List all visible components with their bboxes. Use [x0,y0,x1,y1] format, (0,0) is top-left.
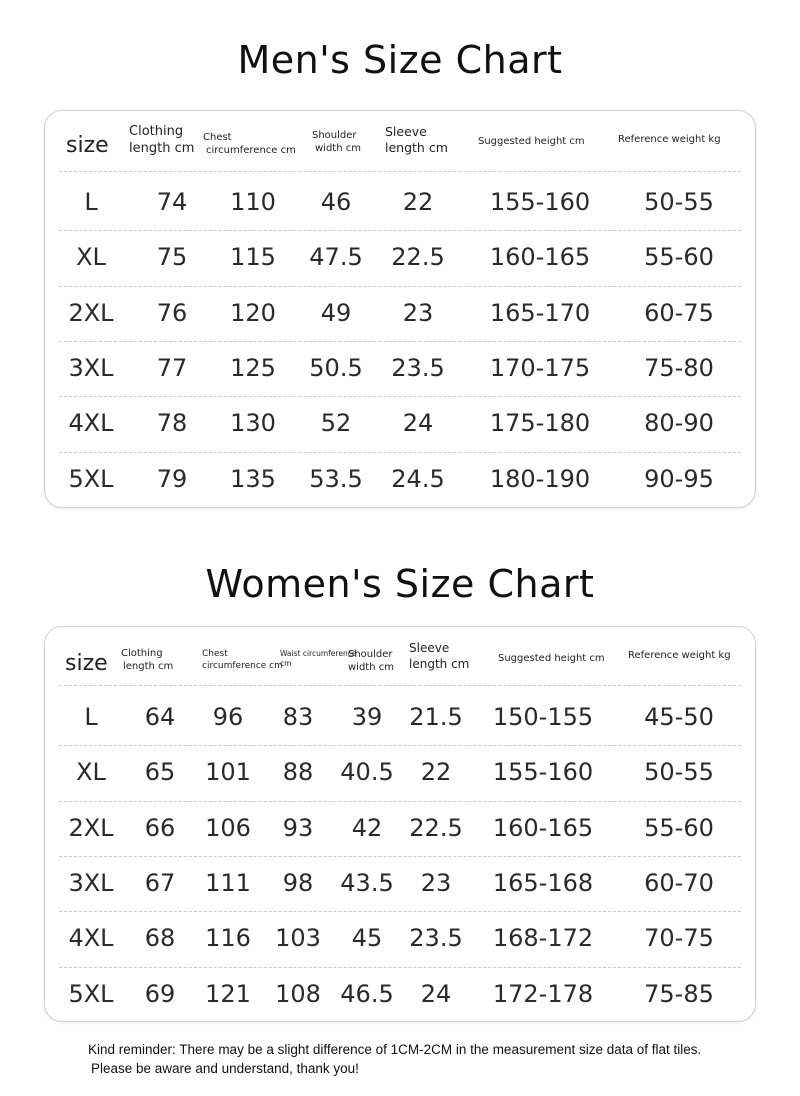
men-table-cell: 46 [320,188,352,216]
women-table-cell: 172-178 [492,979,594,1008]
women-table-cell: 55-60 [644,813,714,842]
women-table-cell: 101 [205,758,251,787]
men-table-cell: 135 [230,464,276,493]
women-header-clothing-length-line1: Clothing [121,648,163,659]
women-table-cell: 21.5 [409,703,463,731]
women-table-row [45,801,755,856]
women-table-cell: 155-160 [492,758,594,787]
men-table-cell: 80-90 [644,409,714,438]
women-table-cell: 42 [351,813,383,842]
women-table-cell: 24 [420,979,452,1008]
men-header-divider [59,171,741,172]
women-table-cell: 108 [275,979,321,1008]
men-table-cell: 60-75 [644,298,714,327]
women-header-height: Suggested height cm [498,653,605,664]
women-table-cell: 43.5 [340,868,394,897]
women-table-cell: 22.5 [409,813,463,842]
women-table-cell: 65 [144,758,176,787]
men-table-cell: 75 [156,243,188,272]
women-table-cell: L [84,703,98,731]
men-table-cell: 165-170 [489,298,591,327]
women-header-size: size [65,651,108,676]
women-header-sleeve-line1: Sleeve [409,641,450,655]
women-table-cell: 3XL [68,868,114,897]
men-header-sleeve-line1: Sleeve [385,124,427,139]
men-table-row [45,175,755,230]
men-table-cell: 23 [402,298,434,327]
men-table-cell: 79 [156,464,188,493]
women-table-cell: 45 [351,924,383,953]
women-header-clothing-length-line2: length cm [123,661,174,672]
women-table-cell: 4XL [68,924,114,953]
men-table-cell: 180-190 [489,464,591,493]
men-table-cell: 160-165 [489,243,591,272]
men-table-cell: 22 [402,188,434,216]
women-header-waist-line2: cm [280,658,292,668]
women-header-clothing-length [121,647,173,673]
women-table-row [45,856,755,911]
women-header-weight: Reference weight kg [628,650,731,661]
men-table-cell: XL [76,243,106,272]
men-table-cell: 155-160 [489,188,591,216]
men-table-row [45,286,755,341]
men-header-chest-line1: Chest [203,132,232,143]
women-header-waist [280,649,356,669]
women-table-cell: 39 [351,703,383,731]
men-table-cell: 4XL [68,409,114,438]
women-header-shoulder-line1: Shoulder [348,649,393,660]
women-table-cell: 168-172 [492,924,594,953]
women-size-table [44,626,756,1022]
men-table-cell: 125 [230,353,276,382]
women-header-waist-line1: Waist circumference [280,649,357,658]
men-header-shoulder-line2: width cm [315,143,361,154]
men-header-sleeve-line2: length cm [385,140,448,156]
women-table-cell: 50-55 [644,758,714,787]
women-size-chart-title: Women's Size Chart [205,562,595,606]
women-table-cell: 64 [144,703,176,731]
women-table-cell: 5XL [68,979,114,1008]
women-table-cell: XL [76,758,106,787]
kind-reminder-note [88,1040,768,1078]
men-table-row [45,341,755,396]
men-table-cell: 74 [156,188,188,216]
men-table-cell: 120 [230,298,276,327]
women-table-cell: 96 [212,703,244,731]
men-table-cell: 53.5 [309,464,363,493]
women-header-sleeve [409,641,469,672]
women-table-cell: 121 [205,979,251,1008]
women-table-row [45,911,755,966]
women-table-cell: 103 [275,924,321,953]
men-table-cell: L [84,188,98,216]
women-table-row [45,690,755,745]
men-size-table [44,110,756,508]
women-table-cell: 67 [144,868,176,897]
men-header-chest [203,131,296,157]
men-table-cell: 3XL [68,353,114,382]
women-table-cell: 165-168 [492,868,594,897]
women-table-cell: 106 [205,813,251,842]
women-table-cell: 88 [282,758,314,787]
women-table-cell: 23 [420,868,452,897]
women-table-row [45,967,755,1022]
men-header-sleeve [385,124,448,157]
men-table-row [45,230,755,285]
women-table-cell: 83 [282,703,314,731]
men-table-cell: 22.5 [391,243,445,272]
women-header-sleeve-line2: length cm [409,656,470,671]
women-table-cell: 40.5 [340,758,394,787]
men-table-cell: 110 [230,188,276,216]
women-header-chest [202,649,283,672]
women-table-cell: 60-70 [644,868,714,897]
kind-reminder-line2: Please be aware and understand, thank you! [91,1061,359,1076]
men-table-cell: 2XL [68,298,114,327]
women-header-divider [59,685,741,686]
men-header-shoulder [312,129,361,155]
men-table-cell: 76 [156,298,188,327]
men-header-clothing-length-line2: length cm [129,140,195,156]
men-header-clothing-length [129,124,194,158]
men-table-cell: 5XL [68,464,114,493]
women-header-chest-line2: circumference cm [202,660,283,671]
women-table-cell: 111 [205,868,251,897]
women-header-shoulder-line2: width cm [348,662,394,673]
men-size-chart-title: Men's Size Chart [237,38,563,82]
men-table-row [45,396,755,451]
men-table-cell: 47.5 [309,243,363,272]
men-header-clothing-length-line1: Clothing [129,124,184,139]
men-table-cell: 90-95 [644,464,714,493]
men-table-cell: 52 [320,409,352,438]
women-header-chest-line1: Chest [202,649,228,659]
men-table-cell: 170-175 [489,353,591,382]
women-table-cell: 150-155 [492,703,594,731]
women-table-cell: 68 [144,924,176,953]
men-table-cell: 115 [230,243,276,272]
men-header-weight: Reference weight kg [618,134,721,145]
women-table-cell: 45-50 [644,703,714,731]
men-table-cell: 130 [230,409,276,438]
women-table-cell: 69 [144,979,176,1008]
men-table-cell: 49 [320,298,352,327]
kind-reminder-line1: Kind reminder: There may be a slight difference of 1CM-2CM in the measurement size data of flat tiles. [88,1042,702,1057]
men-header-shoulder-line1: Shoulder [312,130,357,141]
men-table-cell: 24.5 [391,464,445,493]
men-table-cell: 175-180 [489,409,591,438]
men-table-cell: 23.5 [391,353,445,382]
women-table-cell: 75-85 [644,979,714,1008]
men-table-cell: 77 [156,353,188,382]
men-table-row [45,452,755,507]
women-table-cell: 98 [282,868,314,897]
men-header-height: Suggested height cm [478,136,585,147]
men-table-cell: 24 [402,409,434,438]
women-table-cell: 22 [420,758,452,787]
women-table-cell: 70-75 [644,924,714,953]
women-table-row [45,745,755,800]
women-table-cell: 46.5 [340,979,394,1008]
women-table-cell: 23.5 [409,924,463,953]
men-table-cell: 78 [156,409,188,438]
men-table-cell: 55-60 [644,243,714,272]
men-table-cell: 75-80 [644,353,714,382]
women-header-shoulder [348,648,394,674]
men-header-size: size [66,133,109,158]
men-table-cell: 50-55 [644,188,714,216]
women-table-cell: 66 [144,813,176,842]
women-table-cell: 160-165 [492,813,594,842]
women-table-cell: 116 [205,924,251,953]
women-table-cell: 93 [282,813,314,842]
women-table-cell: 2XL [68,813,114,842]
men-header-chest-line2: circumference cm [206,145,296,156]
men-table-cell: 50.5 [309,353,363,382]
